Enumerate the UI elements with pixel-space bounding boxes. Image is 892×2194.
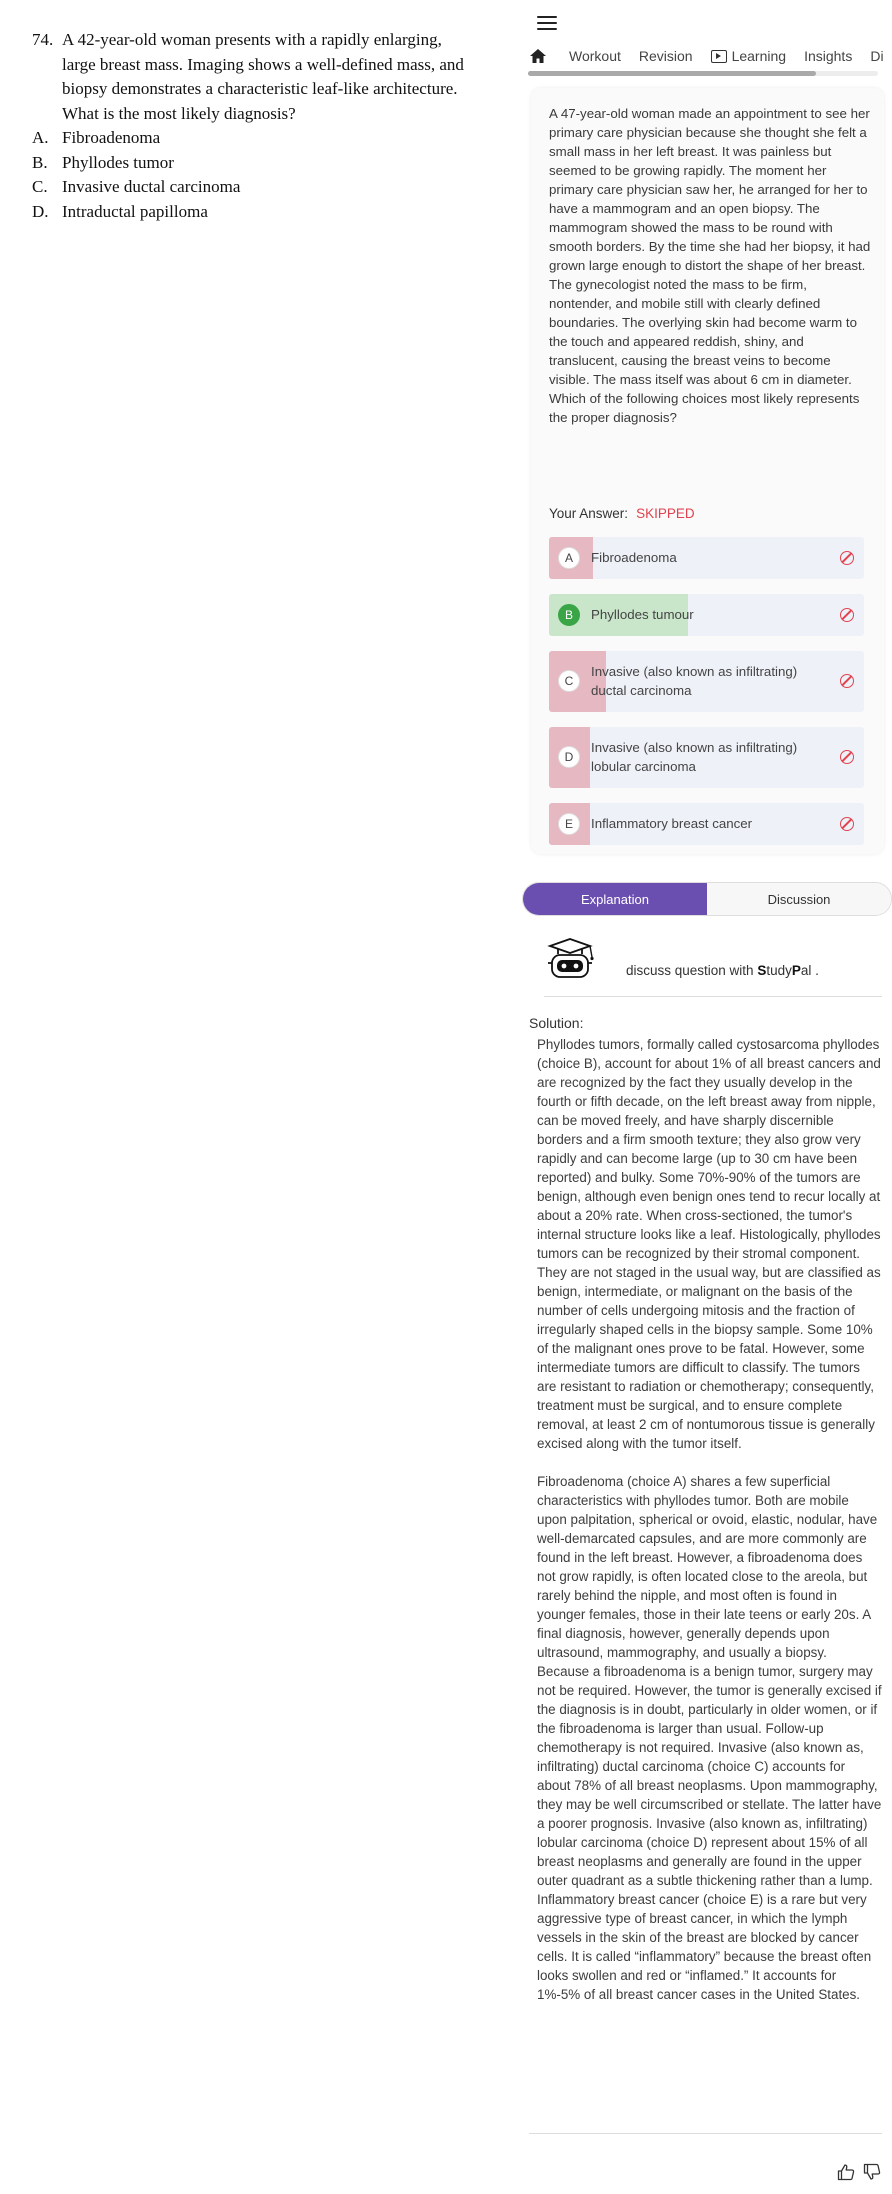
choice-letter: E: [558, 813, 580, 835]
choice-letter: C: [558, 670, 580, 692]
nav-scrollbar-thumb[interactable]: [528, 71, 816, 76]
graduate-robot-icon: [544, 937, 596, 979]
ban-icon: [840, 674, 854, 688]
nav-scrollbar[interactable]: [528, 71, 878, 76]
choice-e[interactable]: [549, 803, 864, 845]
thumbs-up-icon[interactable]: [837, 2163, 855, 2181]
option-letter: B.: [32, 152, 48, 172]
choice-text: Invasive (also known as infiltrating) ductal carcinoma: [591, 664, 798, 698]
choice-letter: A: [558, 547, 580, 569]
your-answer-value: SKIPPED: [636, 506, 695, 521]
nav-workout[interactable]: Workout: [569, 48, 621, 64]
home-icon[interactable]: [529, 48, 547, 64]
choice-b[interactable]: [549, 594, 864, 636]
ban-icon: [840, 608, 854, 622]
choice-text: Phyllodes tumour: [591, 607, 694, 622]
studypal-prefix: discuss question with: [626, 963, 758, 978]
choice-letter: D: [558, 746, 580, 768]
nav-insights[interactable]: Insights: [804, 48, 853, 64]
question-option-c: [32, 175, 472, 200]
ban-icon: [840, 551, 854, 565]
explanation-tabs: [522, 882, 892, 916]
question-option-a: [32, 126, 472, 151]
divider: [529, 2133, 882, 2134]
option-text: Invasive ductal carcinoma: [62, 177, 241, 196]
your-answer-label: Your Answer:: [549, 506, 629, 521]
question-number: 74.: [32, 30, 54, 49]
ban-icon: [840, 817, 854, 831]
option-letter: C.: [32, 177, 48, 196]
studypal-tudy: tudy: [766, 963, 792, 978]
question-block: [32, 28, 472, 224]
nav-revision[interactable]: Revision: [638, 48, 693, 64]
solution-text: [537, 1035, 882, 2023]
thumbs-down-icon[interactable]: [863, 2163, 881, 2181]
option-text: Phyllodes tumor: [62, 152, 174, 172]
studypal-s: S: [757, 963, 767, 978]
feedback-buttons: [837, 2163, 881, 2181]
solution-paragraph: Fibroadenoma (choice A) shares a few superficial characteristics with phyllodes tumor. Both are mobile upon palpitation, spherical or ovoid, elastic, nodular, have well-demarcated capsules, and are more commonly are found in the left breast. However, a fibroadenoma does not grow rapidly, is often located close to the areola, but rarely behind the nipple, and most often is found in younger females, those in their late teens or early 20s. A final diagnosis, however, generally depends upon ultrasound, mammography, and usually a biopsy. Because a fibroadenoma is a benign tumor, surgery may not be required. However, the tumor is generally excised if the diagnosis is in doubt, particularly in older women, or if the fibroadenoma is larger than usual. Follow-up chemotherapy is not required. Invasive (also known as, infiltrating) ductal carcinoma (choice C) accounts for about 78% of all breast neoplasms. Upon mammography, they may be well circumscribed or stellate. The latter have a poorer prognosis. Invasive (also known as, infiltrating) lobular carcinoma (choice D) represent about 15% of all breast neoplasms and generally are found in the upper outer quadrant as a subtle thickening rather than a lump. Inflammatory breast cancer (choice E) is a rare but very aggressive type of breast cancer, in which the lymph vessels in the skin of the breast are blocked by cancer cells. It is called “inflammatory” because the breast often looks swollen and red or “inflamed.” It accounts for 1%-5% of all breast cancer cases in the United States.: [537, 1474, 882, 2002]
question-card: [531, 88, 884, 854]
studypal-row: [544, 935, 882, 997]
your-answer: [549, 506, 695, 521]
choice-text: Inflammatory breast cancer: [591, 816, 753, 831]
option-text: Fibroadenoma: [62, 128, 161, 147]
ban-icon: [840, 750, 854, 764]
studypal-p: P: [791, 963, 801, 978]
question-option-b: [32, 151, 472, 176]
menu-icon[interactable]: [537, 16, 557, 30]
nav-learning-label: Learning: [731, 48, 787, 64]
play-video-icon: [711, 50, 727, 63]
option-letter: D.: [32, 201, 49, 221]
question-option-d: [32, 200, 472, 225]
choice-d[interactable]: [549, 727, 864, 788]
top-nav: [522, 44, 892, 68]
studypal-link[interactable]: [626, 963, 819, 978]
tab-discussion[interactable]: Discussion: [707, 883, 891, 915]
app-panel: [522, 0, 892, 2194]
option-letter: A.: [32, 128, 49, 147]
nav-discussion-truncated[interactable]: Di: [870, 48, 884, 64]
choice-text: Fibroadenoma: [591, 550, 677, 565]
question-text: A 42-year-old woman presents with a rapidly enlarging, large breast mass. Imaging shows a well-defined mass, and biopsy demonstrates a characteristic leaf-like architecture. What is the most likely diagnosis?: [62, 30, 464, 123]
choice-letter: B: [558, 604, 580, 626]
choice-text: Invasive (also known as infiltrating) lobular carcinoma: [591, 740, 798, 774]
nav-learning[interactable]: [711, 48, 787, 64]
tab-explanation[interactable]: Explanation: [523, 883, 707, 915]
question-stem: A 47-year-old woman made an appointment to see her primary care physician because she thought she felt a small mass in her left breast. It was painless but seemed to be growing rapidly. The moment her primary care physician saw her, he arranged for her to have a mammogram and an open biopsy. The mammogram showed the mass to be round with smooth borders. By the time she had her biopsy, it had grown large enough to distort the shape of her breast. The gynecologist noted the mass to be firm, nontender, and mobile still with clearly defined boundaries. The overlying skin had become warm to the touch and appeared reddish, shiny, and translucent, causing the breast veins to become visible. The mass itself was about 6 cm in diameter. Which of the following choices most likely represents the proper diagnosis?: [549, 106, 871, 425]
studypal-al: al .: [800, 963, 819, 978]
solution-paragraph: Phyllodes tumors, formally called cystosarcoma phyllodes (choice B), account for about 1% of all breast cancers and are recognized by the fact they usually develop in the fourth or fifth decade, on the left breast away from nipple, can be moved freely, and have sharply discernible borders and a firm smooth texture; they also grow very rapidly and can become large (up to 30 cm have been reported) and bulky. Some 70%-90% of the tumors are benign, although even benign ones tend to recur locally at about a 20% rate. When cross-sectioned, the tumor's internal structure looks like a leaf. Histologically, phyllodes tumors can be recognized by their stromal component. They are not staged in the usual way, but are classified as benign, intermediate, or malignant on the basis of the number of cells undergoing mitosis and the fraction of irregularly shaped cells in the biopsy sample. Some 10% of the malignant ones prove to be fatal. However, some intermediate tumors are difficult to classify. The tumors are resistant to radiation or chemotherapy; consequently, treatment must be surgical, and to ensure complete removal, at least 2 cm of nontumorous tissue is generally excised along with the tumor itself.: [537, 1037, 881, 1451]
option-text: Intraductal papilloma: [62, 201, 208, 221]
choice-a[interactable]: [549, 537, 864, 579]
solution-label: Solution:: [529, 1015, 584, 1031]
choice-c[interactable]: [549, 651, 864, 712]
